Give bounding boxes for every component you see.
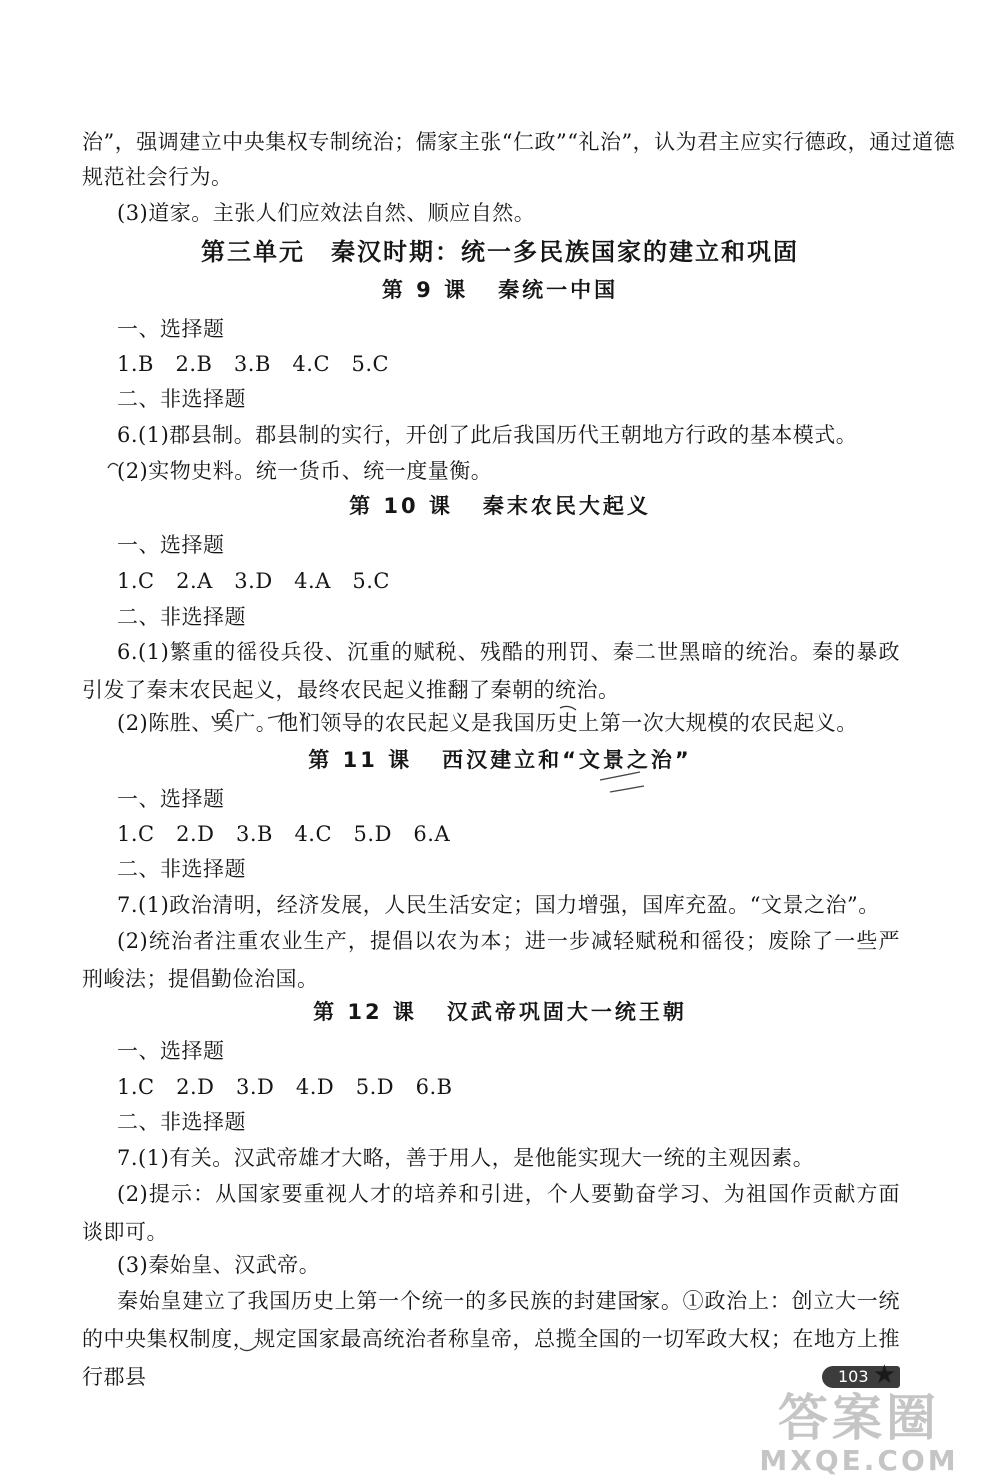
section-heading: 一、选择题 [117, 1039, 225, 1063]
lesson-number: 第 11 课 [308, 748, 413, 772]
lesson-title-10 [0, 490, 1000, 520]
section-heading: 二、非选择题 [117, 387, 246, 411]
section-heading: 一、选择题 [117, 787, 225, 811]
answer-line: 1.C 2.D 3.B 4.C 5.D 6.A [117, 822, 451, 846]
star-icon: ★ [872, 1360, 896, 1390]
lesson-title-11 [0, 744, 1000, 774]
section-heading: 二、非选择题 [117, 857, 246, 881]
lesson-name: 西汉建立和“文景之治” [442, 748, 692, 772]
text-line: 规范社会行为。 [82, 165, 233, 189]
answer-line: 7.(1)有关。汉武帝雄才大略，善于用人，是他能实现大一统的主观因素。 [117, 1146, 815, 1170]
section-heading: 二、非选择题 [117, 605, 246, 629]
page-number: 103 [838, 1367, 869, 1386]
section-heading: 一、选择题 [117, 533, 225, 557]
answer-line: 6.(1)郡县制。郡县制的实行，开创了此后我国历代王朝地方行政的基本模式。 [117, 423, 858, 447]
answer-paragraph: 6.(1)繁重的徭役兵役、沉重的赋税、残酷的刑罚、秦二世黑暗的统治。秦的暴政引发了秦末农民起义，最终农民起义推翻了秦朝的统治。 [82, 640, 900, 702]
lesson-number: 第 12 课 [313, 1000, 417, 1024]
lesson-number: 第 9 课 [381, 278, 469, 302]
answer-paragraph: (2)统治者注重农业生产，提倡以农为本；进一步减轻赋税和徭役；废除了一些严刑峻法；提倡勤俭治国。 [82, 929, 900, 991]
unit-title: 第三单元 秦汉时期：统一多民族国家的建立和巩固 [201, 238, 799, 266]
text-line: 治”，强调建立中央集权专制统治；儒家主张“仁政”“礼治”，认为君主应实行德政，通过道德 [82, 130, 956, 154]
answer-line: 7.(1)政治清明，经济发展，人民生活安定；国力增强，国库充盈。“文景之治”。 [117, 893, 880, 917]
answer-paragraph: (2)提示：从国家要重视人才的培养和引进，个人要勤奋学习、为祖国作贡献方面谈即可。 [82, 1182, 900, 1244]
watermark-url: MXQE.COM [759, 1444, 959, 1477]
answer-line: 1.B 2.B 3.B 4.C 5.C [117, 352, 390, 376]
answer-line: (2)实物史料。统一货币、统一度量衡。 [117, 459, 493, 483]
answer-paragraph: 秦始皇建立了我国历史上第一个统一的多民族的封建国家。①政治上：创立大一统的中央集权制度，规定国家最高统治者称皇帝，总揽全国的一切军政大权；在地方上推行郡县 [82, 1289, 900, 1389]
lesson-name: 秦末农民大起义 [482, 494, 651, 518]
section-heading: 一、选择题 [117, 317, 225, 341]
lesson-title-12 [0, 996, 1000, 1026]
section-heading: 二、非选择题 [117, 1110, 246, 1134]
watermark [734, 1390, 984, 1476]
text-line: (3)道家。主张人们应效法自然、顺应自然。 [117, 201, 536, 225]
answer-line: (3)秦始皇、汉武帝。 [117, 1253, 321, 1277]
lesson-number: 第 10 课 [349, 494, 453, 518]
lesson-name: 秦统一中国 [498, 278, 619, 302]
lesson-title-9 [0, 274, 1000, 304]
answer-line: (2)陈胜、吴广。他们领导的农民起义是我国历史上第一次大规模的农民起义。 [117, 711, 858, 735]
lesson-name: 汉武帝巩固大一统王朝 [446, 1000, 687, 1024]
watermark-logo-text: 答案圈 [778, 1389, 940, 1447]
answer-line: 1.C 2.D 3.D 4.D 5.D 6.B [117, 1075, 453, 1099]
answer-line: 1.C 2.A 3.D 4.A 5.C [117, 569, 390, 593]
page-number-badge [822, 1360, 900, 1390]
